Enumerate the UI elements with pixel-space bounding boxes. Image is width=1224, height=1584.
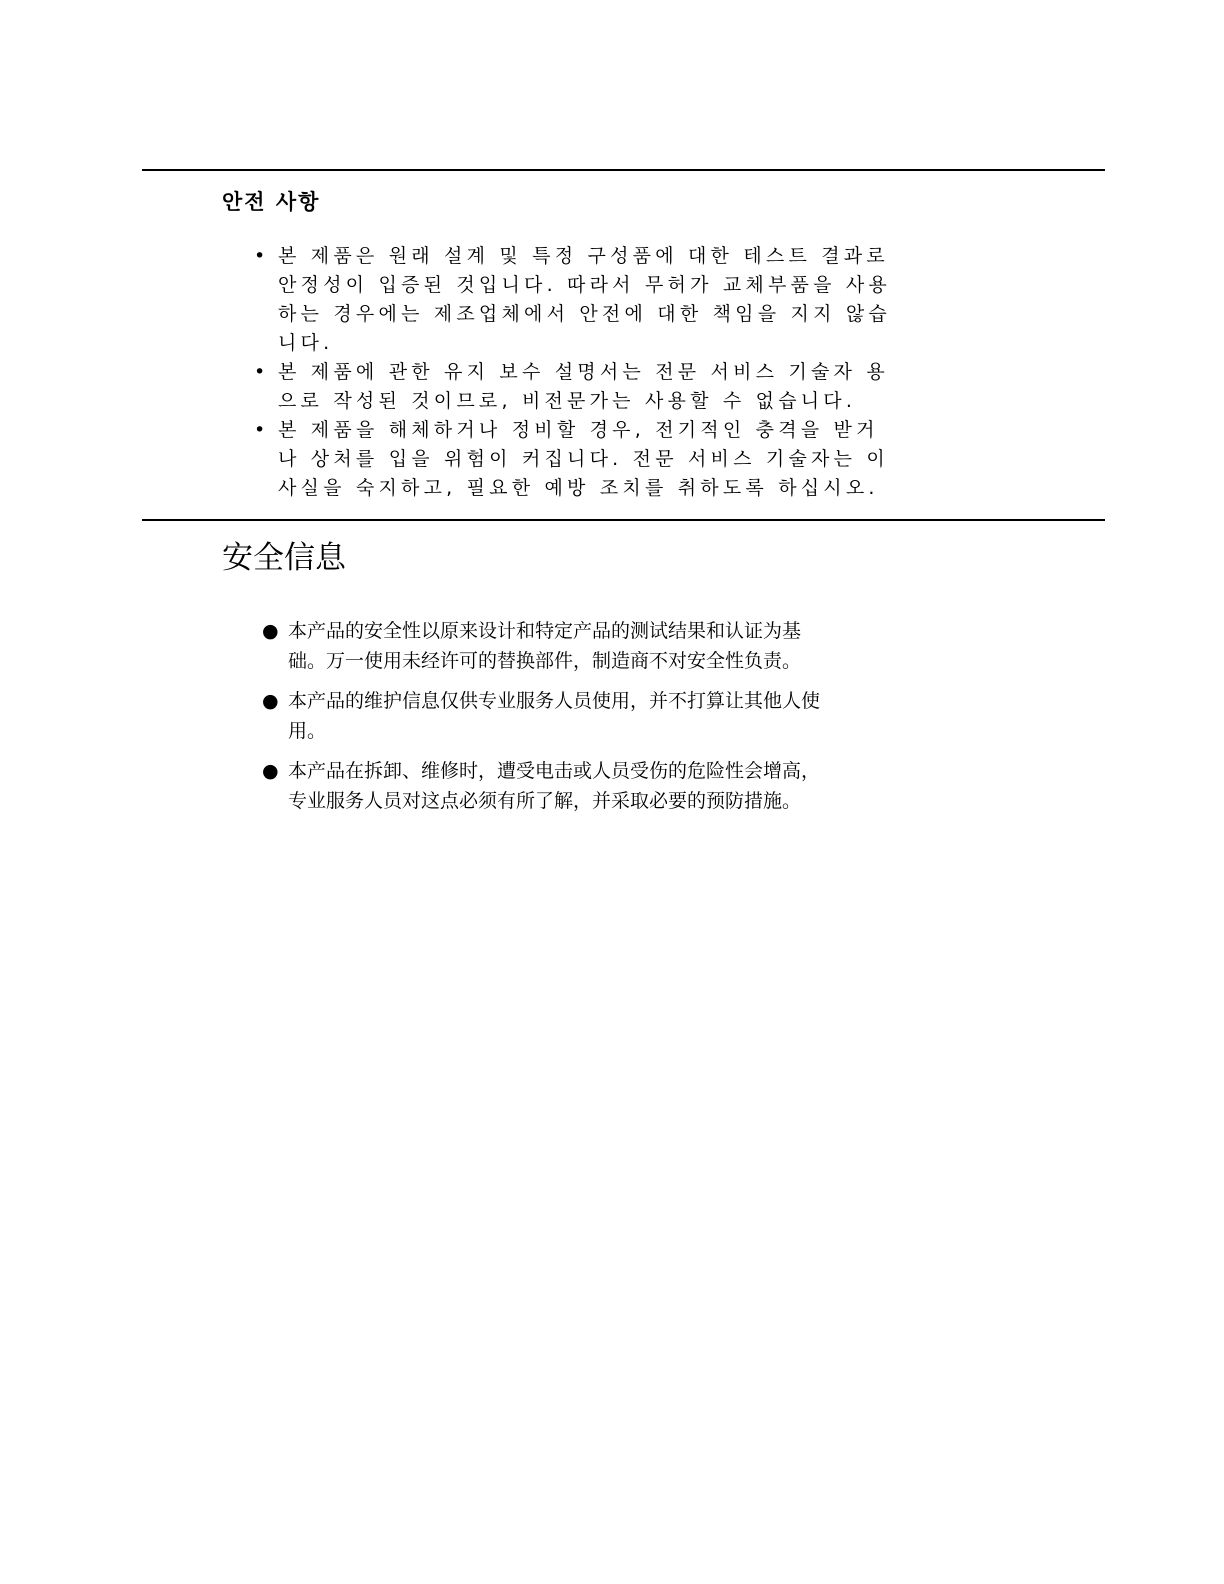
bullet-icon: ● — [262, 760, 279, 782]
chinese-safety-heading: 安全信息 — [222, 540, 346, 576]
list-item-text: 本产品在拆卸、维修时，遭受电击或人员受伤的危险性会增高，专业服务人员对这点必须有所了解，并采取必要的预防措施。 — [288, 760, 821, 812]
korean-safety-section — [222, 184, 922, 503]
bullet-icon: ● — [262, 620, 279, 642]
korean-safety-heading: 안전 사항 — [222, 190, 321, 214]
list-item — [262, 616, 822, 676]
list-item — [254, 358, 894, 416]
list-item-text: 본 제품을 해체하거나 정비할 경우, 전기적인 충격을 받거나 상처를 입을 위험이 커집니다. 전문 서비스 기술자는 이 사실을 숙지하고, 필요한 예방 조치를 취하도록 하십시오. — [278, 419, 889, 499]
list-item-text: 本产品的维护信息仅供专业服务人员使用，并不打算让其他人使用。 — [288, 690, 821, 742]
bullet-icon: • — [254, 361, 266, 383]
chinese-safety-section — [222, 536, 922, 826]
bullet-icon: • — [254, 419, 266, 441]
list-item-text: 본 제품은 원래 설계 및 특정 구성품에 대한 테스트 결과로 안정성이 입증된 것입니다. 따라서 무허가 교체부품을 사용하는 경우에는 제조업체에서 안전에 대한 책임을 지지 않습니다. — [278, 245, 891, 354]
list-item — [262, 756, 822, 816]
section-divider-chinese — [142, 519, 1105, 521]
korean-safety-list — [254, 242, 894, 503]
section-divider-korean — [142, 169, 1105, 171]
list-item — [262, 686, 822, 746]
bullet-icon: ● — [262, 690, 279, 712]
list-item — [254, 416, 894, 503]
list-item-text: 本产品的安全性以原来设计和特定产品的测试结果和认证为基础。万一使用未经许可的替换部件，制造商不对安全性负责。 — [288, 620, 802, 672]
bullet-icon: • — [254, 245, 266, 267]
list-item — [254, 242, 894, 358]
list-item-text: 본 제품에 관한 유지 보수 설명서는 전문 서비스 기술자 용으로 작성된 것이므로, 비전문가는 사용할 수 없습니다. — [278, 361, 889, 412]
chinese-safety-list — [262, 616, 822, 816]
